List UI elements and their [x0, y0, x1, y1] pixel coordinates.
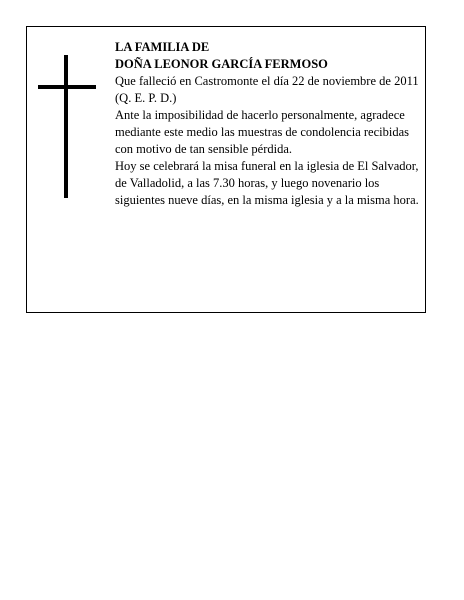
cross-horizontal-bar — [38, 85, 96, 89]
heading-family: LA FAMILIA DE — [115, 40, 210, 54]
thanks-paragraph: Ante la imposibilidad de hacerlo personalmente, agradece mediante este medio las muestras de condolencia recibidas con motivo de tan sensible pérdida. — [115, 108, 409, 156]
death-announcement: Que falleció en Castromonte el día 22 de noviembre de 2011 — [115, 74, 419, 88]
rip-abbreviation: (Q. E. P. D.) — [115, 91, 177, 105]
cross-vertical-bar — [64, 55, 68, 198]
obituary-notice — [26, 26, 426, 313]
heading-deceased-name: DOÑA LEONOR GARCÍA FERMOSO — [115, 57, 328, 71]
funeral-mass-paragraph: Hoy se celebrará la misa funeral en la iglesia de El Salvador, de Valladolid, a las 7.30 horas, y luego novenario los siguientes nueve días, en la misma iglesia y a la misma hora. — [115, 159, 419, 207]
notice-text — [115, 39, 421, 209]
